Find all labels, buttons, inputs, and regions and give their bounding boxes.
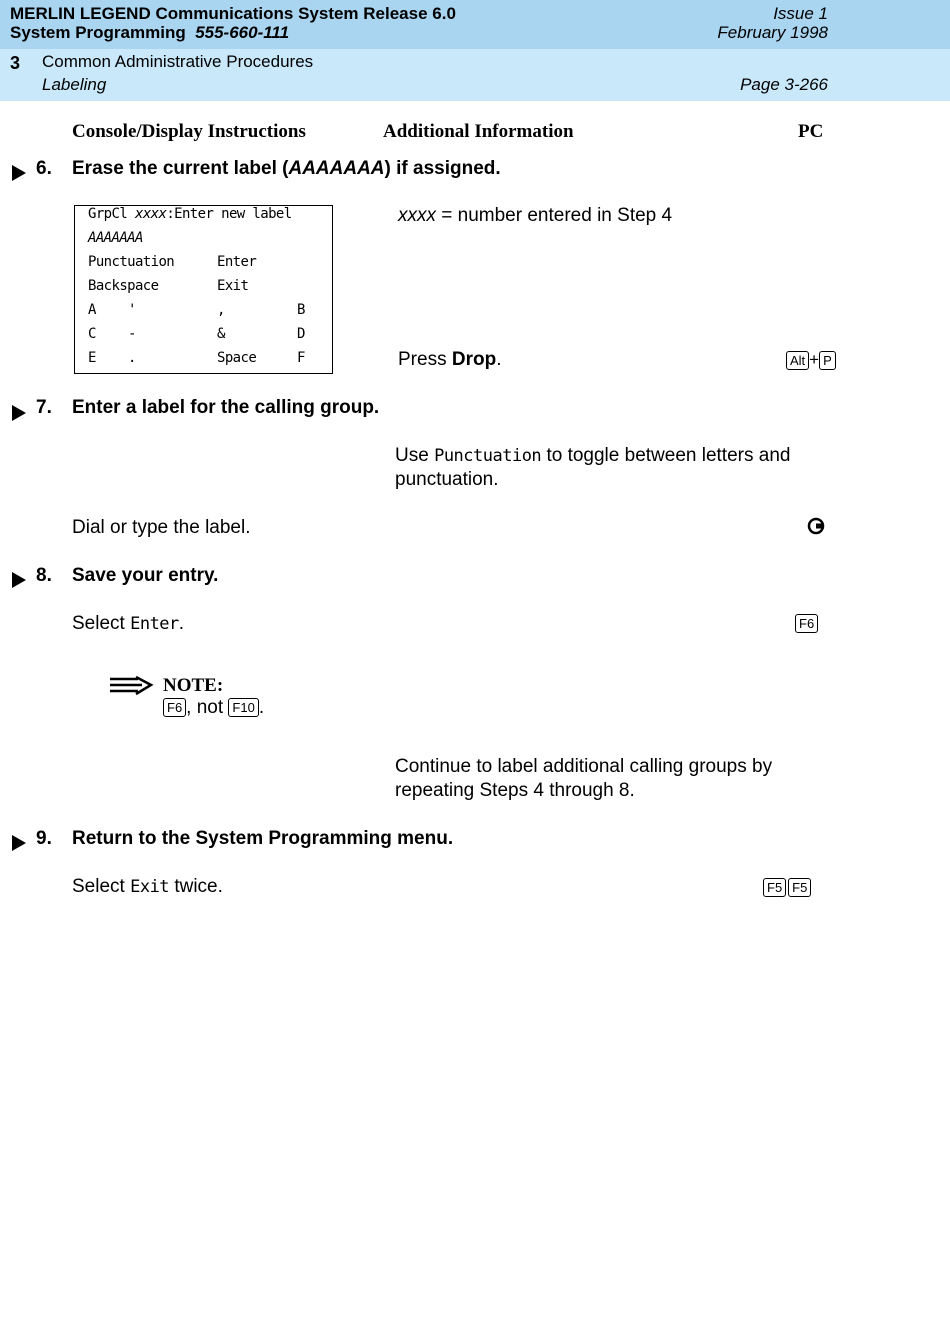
step-6-pc-keys: Alt + P: [786, 350, 836, 370]
column-console-heading: Console/Display Instructions: [72, 121, 306, 142]
screen-line-2: AAAAAAA: [88, 230, 143, 246]
header-title: MERLIN LEGEND Communications System Release 6.0: [10, 4, 456, 23]
screen-backspace: Backspace: [88, 278, 159, 294]
f6-key: F6: [163, 698, 186, 717]
screen-apostrophe: ': [128, 302, 136, 318]
step-6-number: 6.: [36, 158, 52, 179]
step-arrow-icon: [12, 405, 26, 421]
screen-letter-c: C: [88, 326, 96, 342]
screen-letter-f: F: [297, 350, 305, 366]
doc-number: 555-660-111: [195, 23, 290, 42]
header-subtitle: System Programming 555-660-111: [10, 23, 290, 42]
chapter-number: 3: [10, 53, 21, 73]
screen-exit: Exit: [217, 278, 249, 294]
f6-key: F6: [795, 614, 818, 633]
header-date: February 1998: [717, 23, 828, 42]
screen-hyphen: -: [128, 326, 136, 342]
screen-letter-d: D: [297, 326, 305, 342]
step-7-text: Enter a label for the calling group.: [72, 397, 380, 418]
step-6-press-drop: Press Drop.: [398, 349, 502, 370]
f5-key: F5: [788, 878, 811, 897]
screen-period: .: [128, 350, 136, 366]
step-7-info-line-2: punctuation.: [395, 469, 499, 490]
screen-enter: Enter: [217, 254, 257, 270]
chapter-title: Common Administrative Procedures: [42, 52, 314, 71]
note-pointer-icon: [108, 675, 154, 697]
p-key: P: [819, 351, 836, 370]
screen-space: Space: [217, 350, 257, 366]
screen-letter-a: A: [88, 302, 96, 318]
continue-line-1: Continue to label additional calling groups by: [395, 756, 773, 777]
step-8-number: 8.: [36, 565, 52, 586]
screen-line-1: GrpCl xxxx:Enter new label: [88, 206, 292, 222]
f5-key: F5: [763, 878, 786, 897]
note-title: NOTE:: [163, 675, 224, 696]
screen-letter-e: E: [88, 350, 96, 366]
dial-pad-icon: [806, 516, 826, 536]
screen-ampersand: &: [217, 326, 225, 342]
column-additional-heading: Additional Information: [383, 121, 574, 142]
step-9-select-exit: Select Exit twice.: [72, 876, 223, 897]
step-arrow-icon: [12, 165, 26, 181]
continue-line-2: repeating Steps 4 through 8.: [395, 780, 635, 801]
step-arrow-icon: [12, 835, 26, 851]
step-8-text: Save your entry.: [72, 565, 219, 586]
step-8-select-enter: Select Enter.: [72, 613, 185, 634]
note-body: F6 , not F10 .: [163, 696, 264, 720]
step-9-number: 9.: [36, 828, 52, 849]
step-arrow-icon: [12, 572, 26, 588]
alt-key: Alt: [786, 351, 809, 370]
step-9-text: Return to the System Programming menu.: [72, 828, 454, 849]
section-title: Labeling: [42, 75, 107, 94]
step-8-pc-key: [795, 614, 818, 633]
screen-letter-b: B: [297, 302, 305, 318]
step-7-dial-text: Dial or type the label.: [72, 517, 251, 538]
step-6-text: Erase the current label (AAAAAAA) if assigned.: [72, 158, 501, 179]
step-9-pc-keys: [763, 878, 811, 897]
display-screen: [74, 205, 333, 374]
column-pc-heading: PC: [798, 121, 824, 142]
step-7-number: 7.: [36, 397, 52, 418]
screen-comma: ,: [217, 302, 225, 318]
screen-punctuation: Punctuation: [88, 254, 175, 270]
step-6-info: xxxx = number entered in Step 4: [398, 205, 673, 226]
step-7-info-line-1: Use Punctuation to toggle between letters and: [395, 445, 791, 466]
page-number: Page 3-266: [740, 75, 828, 94]
f10-key: F10: [228, 698, 258, 717]
header-issue: Issue 1: [773, 4, 828, 23]
